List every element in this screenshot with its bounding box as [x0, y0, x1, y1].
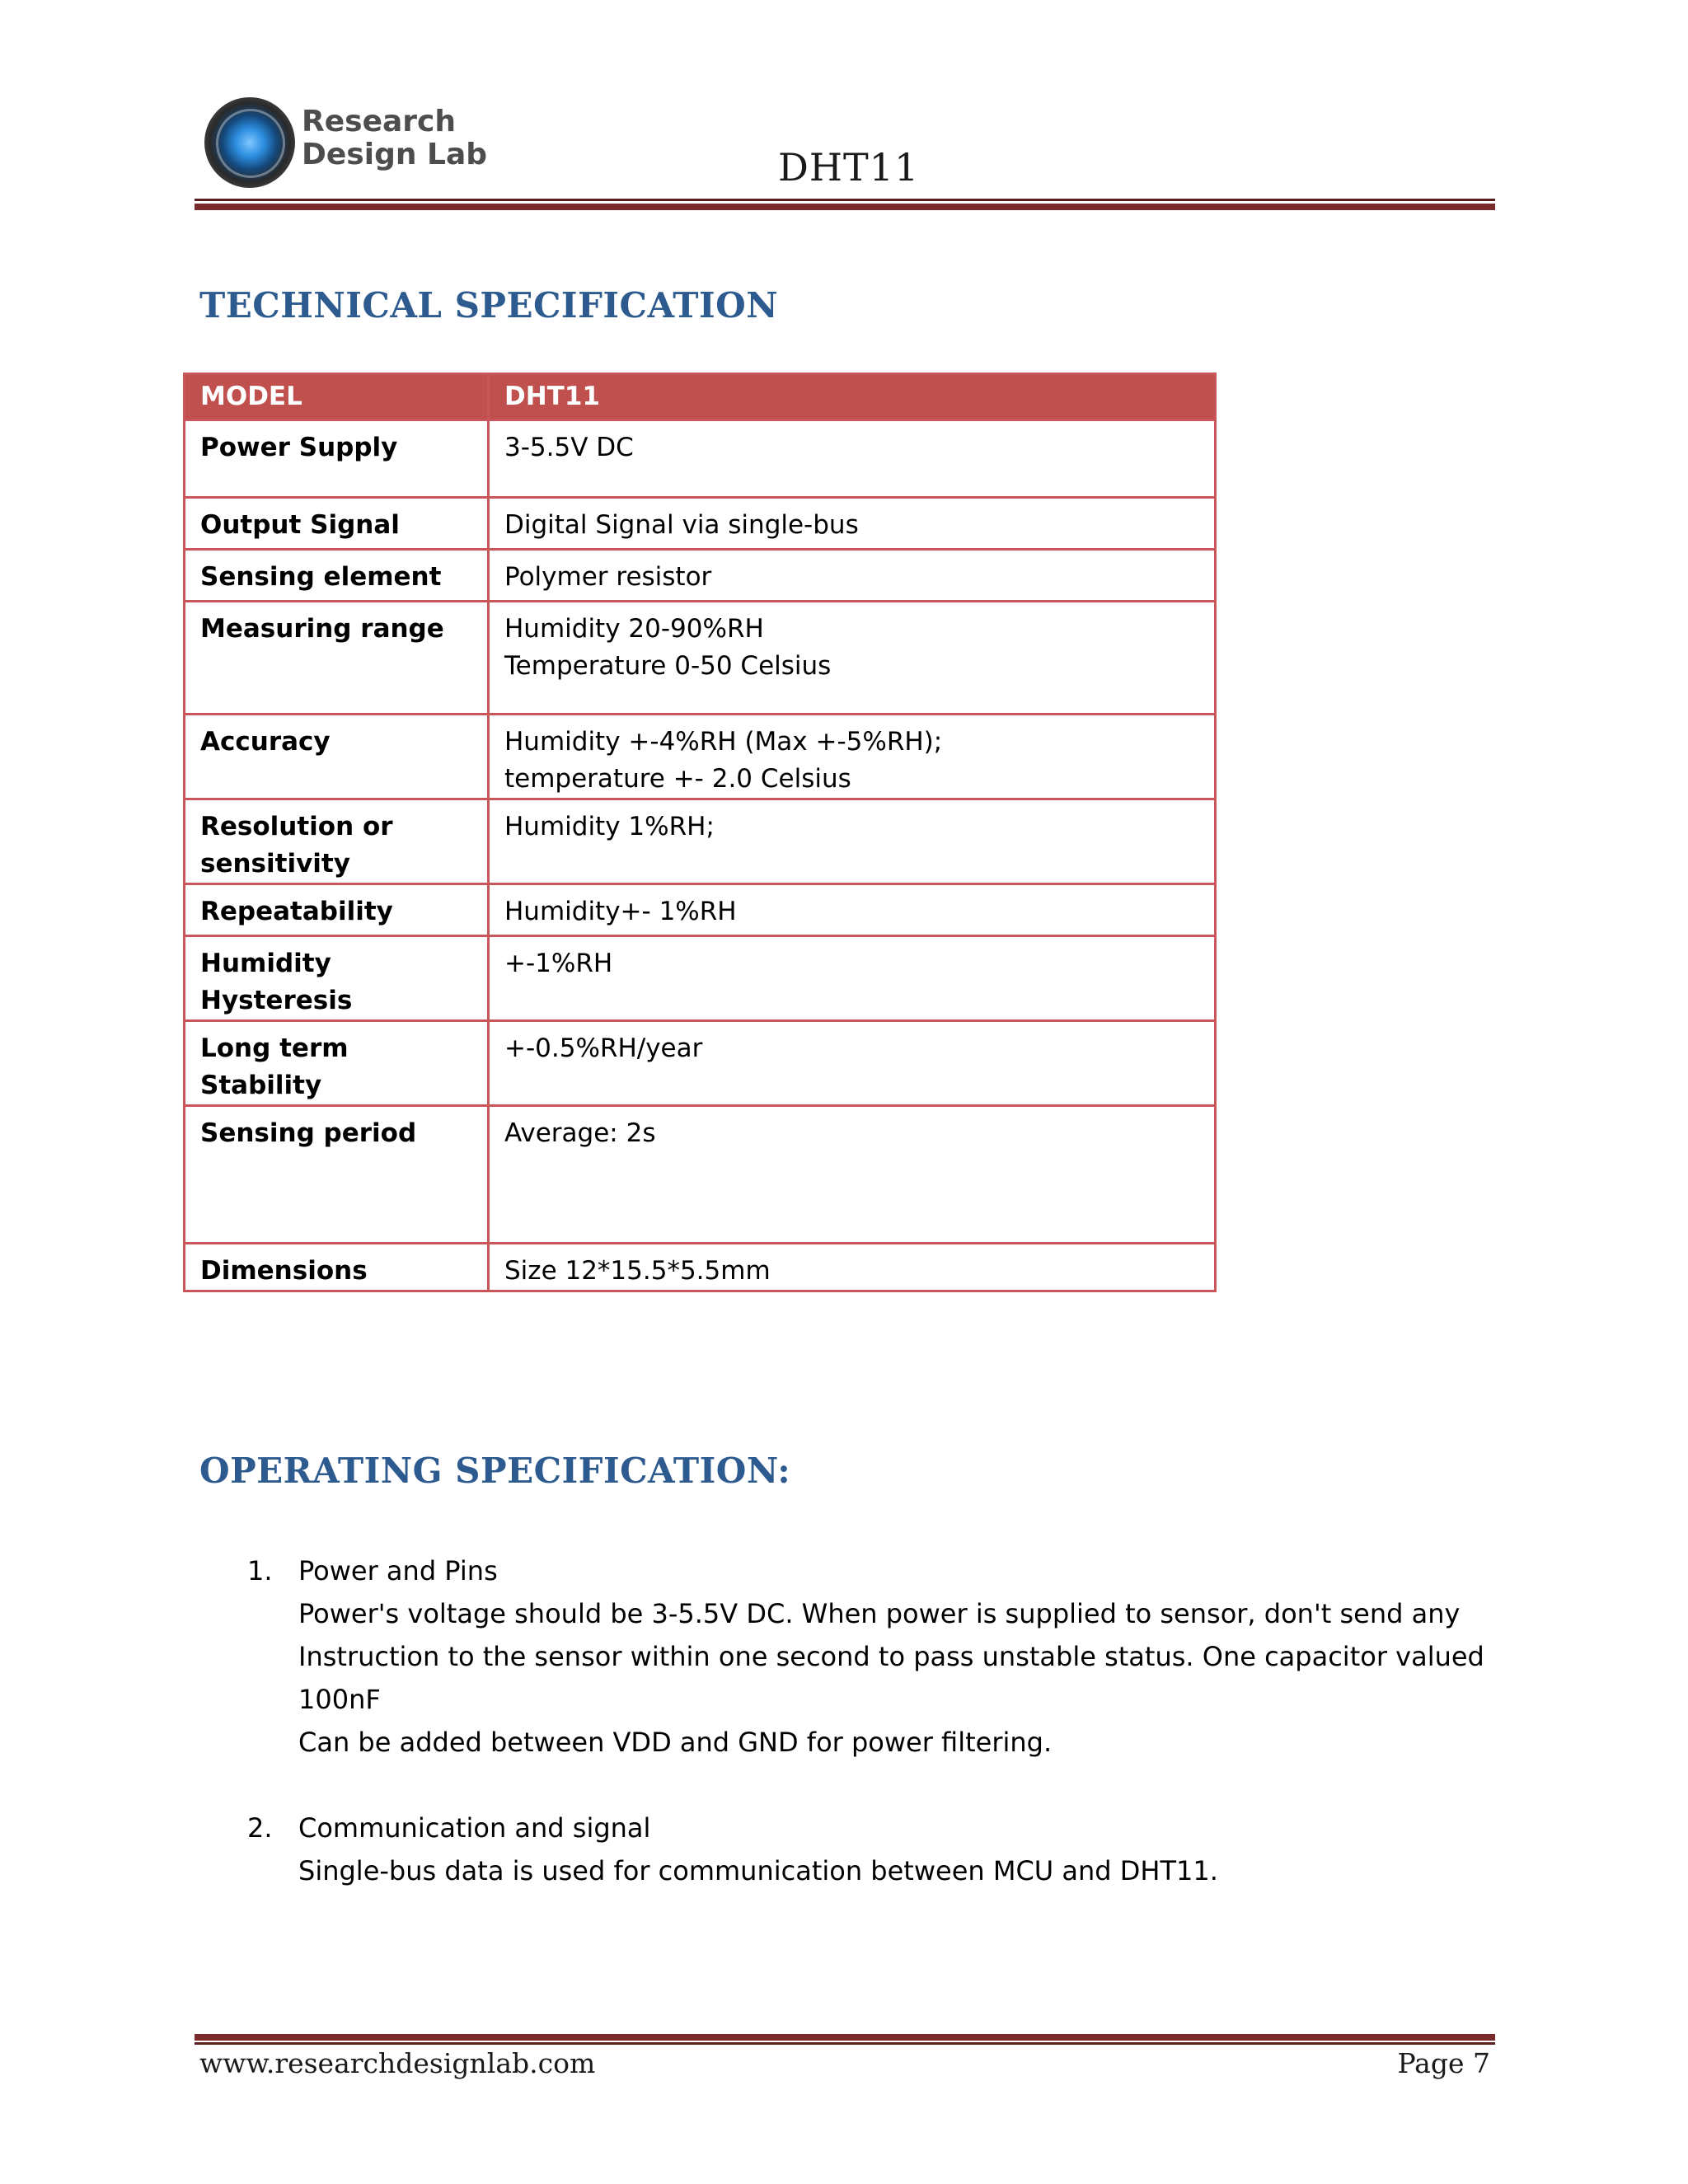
spec-key: Long term Stability	[185, 1021, 489, 1106]
spec-key: Repeatability	[185, 884, 489, 936]
company-logo	[204, 97, 485, 188]
spec-value: Average: 2s	[489, 1106, 1216, 1244]
operating-list	[247, 1549, 1500, 1935]
list-number: 1.	[247, 1555, 273, 1586]
spec-table-header	[185, 374, 1216, 420]
list-number: 2.	[247, 1812, 273, 1844]
spec-value: +-0.5%RH/year	[489, 1021, 1216, 1106]
footer-rule-thick	[195, 2034, 1495, 2041]
spec-key: Measuring range	[185, 602, 489, 715]
list-item-body: Power's voltage should be 3-5.5V DC. When power is supplied to sensor, don't send any Instruction to the sensor within one second to pass unstable status. One capacitor valued 100nF Can be added between VDD and GND for power filtering.	[298, 1598, 1484, 1758]
spec-key: Output Signal	[185, 498, 489, 550]
spec-key: Power Supply	[185, 420, 489, 498]
footer-page-number: Page 7	[1397, 2047, 1490, 2079]
spec-value: Size 12*15.5*5.5mm	[489, 1244, 1216, 1291]
logo-line-2: Design Lab	[302, 138, 487, 171]
logo-line-1: Research	[302, 105, 456, 138]
globe-logo-icon	[204, 97, 295, 188]
column-header-value: DHT11	[489, 374, 1216, 420]
list-item	[247, 1807, 1500, 1892]
list-item-body: Single-bus data is used for communication between MCU and DHT11.	[298, 1855, 1218, 1886]
table-row	[185, 1021, 1216, 1106]
table-row	[185, 799, 1216, 884]
spec-value: +-1%RH	[489, 936, 1216, 1021]
column-header-model: MODEL	[185, 374, 489, 420]
spec-value: 3-5.5V DC	[489, 420, 1216, 498]
spec-value: Humidity +-4%RH (Max +-5%RH); temperature +- 2.0 Celsius	[489, 715, 1216, 799]
table-row	[185, 498, 1216, 550]
table-row	[185, 420, 1216, 498]
spec-key: Humidity Hysteresis	[185, 936, 489, 1021]
header-rule-thick	[195, 204, 1495, 210]
table-row	[185, 1106, 1216, 1244]
table-row	[185, 715, 1216, 799]
spec-value: Humidity+- 1%RH	[489, 884, 1216, 936]
technical-spec-heading: TECHNICAL SPECIFICATION	[199, 285, 779, 326]
spec-key: Sensing element	[185, 550, 489, 602]
operating-spec-heading: OPERATING SPECIFICATION:	[199, 1451, 791, 1491]
table-row	[185, 884, 1216, 936]
table-row	[185, 936, 1216, 1021]
logo-text	[302, 105, 487, 171]
list-item-title: Power and Pins	[298, 1555, 498, 1586]
list-item	[247, 1549, 1500, 1764]
table-row	[185, 550, 1216, 602]
spec-value: Polymer resistor	[489, 550, 1216, 602]
footer-website: www.researchdesignlab.com	[199, 2047, 596, 2079]
spec-key: Dimensions	[185, 1244, 489, 1291]
list-item-title: Communication and signal	[298, 1812, 651, 1844]
spec-key: Sensing period	[185, 1106, 489, 1244]
table-row	[185, 602, 1216, 715]
page-header	[0, 0, 1688, 214]
table-row	[185, 1244, 1216, 1291]
spec-value: Humidity 1%RH;	[489, 799, 1216, 884]
spec-value: Humidity 20-90%RH Temperature 0-50 Celsius	[489, 602, 1216, 715]
spec-key: Accuracy	[185, 715, 489, 799]
spec-value: Digital Signal via single-bus	[489, 498, 1216, 550]
spec-key: Resolution or sensitivity	[185, 799, 489, 884]
document-title: DHT11	[778, 145, 920, 190]
header-rule-thin	[195, 199, 1495, 201]
footer-rule-thin	[195, 2042, 1495, 2045]
spec-table	[183, 373, 1217, 1292]
